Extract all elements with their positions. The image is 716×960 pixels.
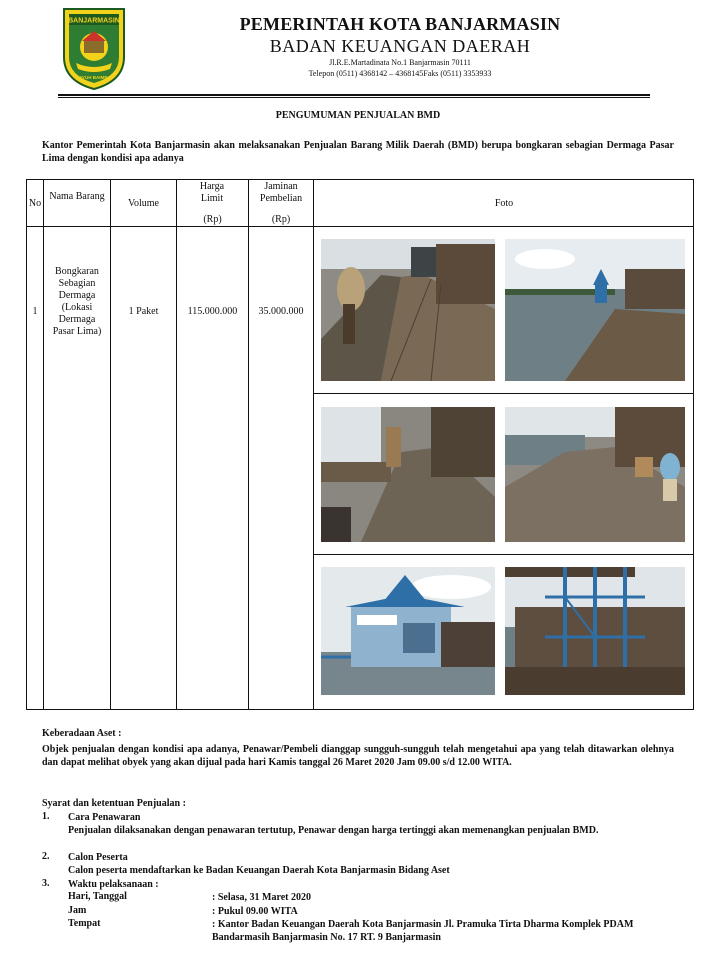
- city-logo: [60, 5, 128, 91]
- syarat-item-number: 3.: [42, 878, 50, 889]
- syarat-item-title: Waktu pelaksanaan :: [68, 879, 159, 890]
- schedule-value: : Kantor Badan Keuangan Daerah Kota Banjarmasin Jl. Pramuka Tirta Dharma Komplek PDAM Bandarmasih Banjarmasin No. 17 RT. 9 Banjarmasin: [212, 919, 634, 943]
- keberadaan-text: Objek penjualan dengan kondisi apa adanya, Penawar/Pembeli dianggap sungguh-sungguh telah mengetahui apa yang telah ditawarkan olehnya dan dapat melihat obyek yang akan dijual pada hari Kamis tanggal 26 Maret 2020 Jam 09.00 s/d 12.00 WITA.: [42, 744, 674, 768]
- syarat-item-title: Calon Peserta: [68, 852, 128, 863]
- syarat-item-text: Calon peserta mendaftarkan ke Badan Keuangan Daerah Kota Banjarmasin Bidang Aset: [68, 865, 450, 876]
- syarat-item-number: 2.: [42, 851, 50, 862]
- syarat-item-title: Cara Penawaran: [68, 812, 141, 823]
- announcement-intro: Kantor Pemerintah Kota Banjarmasin akan melaksanakan Penjualan Barang Milik Daerah (BMD) berupa bongkaran sebagian Dermaga Pasar Lima dengan kondisi apa adanya: [42, 140, 674, 164]
- header-jaminan-unit: (Rp): [271, 214, 291, 225]
- syarat-item-text: Penjualan dilaksanakan dengan penawaran tertutup, Penawar dengan harga tertinggi akan memenangkan penjualan BMD.: [68, 825, 599, 836]
- agency-name: BADAN KEUANGAN DAERAH: [269, 36, 531, 56]
- header-harga-unit: (Rp): [203, 214, 222, 225]
- agency-phone: Telepon (0511) 4368142 – 4368145Faks (0511) 3353933: [308, 69, 492, 78]
- agency-address: Jl.R.E.Martadinata No.1 Banjarmasin 70111: [329, 58, 471, 67]
- header-nama-barang: Nama Barang: [49, 191, 105, 202]
- syarat-item-number: 1.: [42, 811, 50, 822]
- schedule-key: Jam: [68, 905, 87, 916]
- dock-photo-3: [321, 407, 495, 542]
- syarat-heading: Syarat dan ketentuan Penjualan :: [42, 798, 186, 809]
- header-jaminan: Jaminan Pembelian: [259, 181, 303, 204]
- header-volume: Volume: [128, 198, 159, 209]
- dock-photo-2: [505, 239, 685, 381]
- row-jaminan: 35.000.000: [258, 306, 304, 317]
- header-harga-limit: Harga Limit: [199, 181, 225, 204]
- row-nama-barang: Bongkaran Sebagian Dermaga (Lokasi Dermaga Pasar Lima): [52, 266, 102, 337]
- dock-photo-6: [505, 567, 685, 695]
- announcement-title: PENGUMUMAN PENJUALAN BMD: [275, 110, 441, 121]
- schedule-key: Tempat: [68, 918, 101, 929]
- keberadaan-heading: Keberadaan Aset :: [42, 728, 122, 739]
- asset-table: [26, 179, 694, 710]
- dock-photo-5: [321, 567, 495, 695]
- header-foto: Foto: [494, 198, 514, 209]
- government-name: PEMERINTAH KOTA BANJARMASIN: [239, 14, 561, 34]
- logo-top-text: BANJARMASIN: [68, 17, 120, 25]
- row-volume: 1 Paket: [128, 306, 159, 317]
- header-rule-thin: [58, 97, 650, 98]
- dock-photo-1: [321, 239, 495, 381]
- header-no: No: [28, 198, 42, 209]
- schedule-value: : Selasa, 31 Maret 2020: [212, 892, 311, 903]
- schedule-key: Hari, Tanggal: [68, 891, 127, 902]
- header-rule: [58, 94, 650, 96]
- row-harga-limit: 115.000.000: [187, 306, 238, 317]
- row-no: 1: [32, 306, 38, 317]
- logo-motto: KAYUH BAIMBAI: [75, 75, 113, 80]
- schedule-value: : Pukul 09.00 WITA: [212, 906, 298, 917]
- dock-photo-4: [505, 407, 685, 542]
